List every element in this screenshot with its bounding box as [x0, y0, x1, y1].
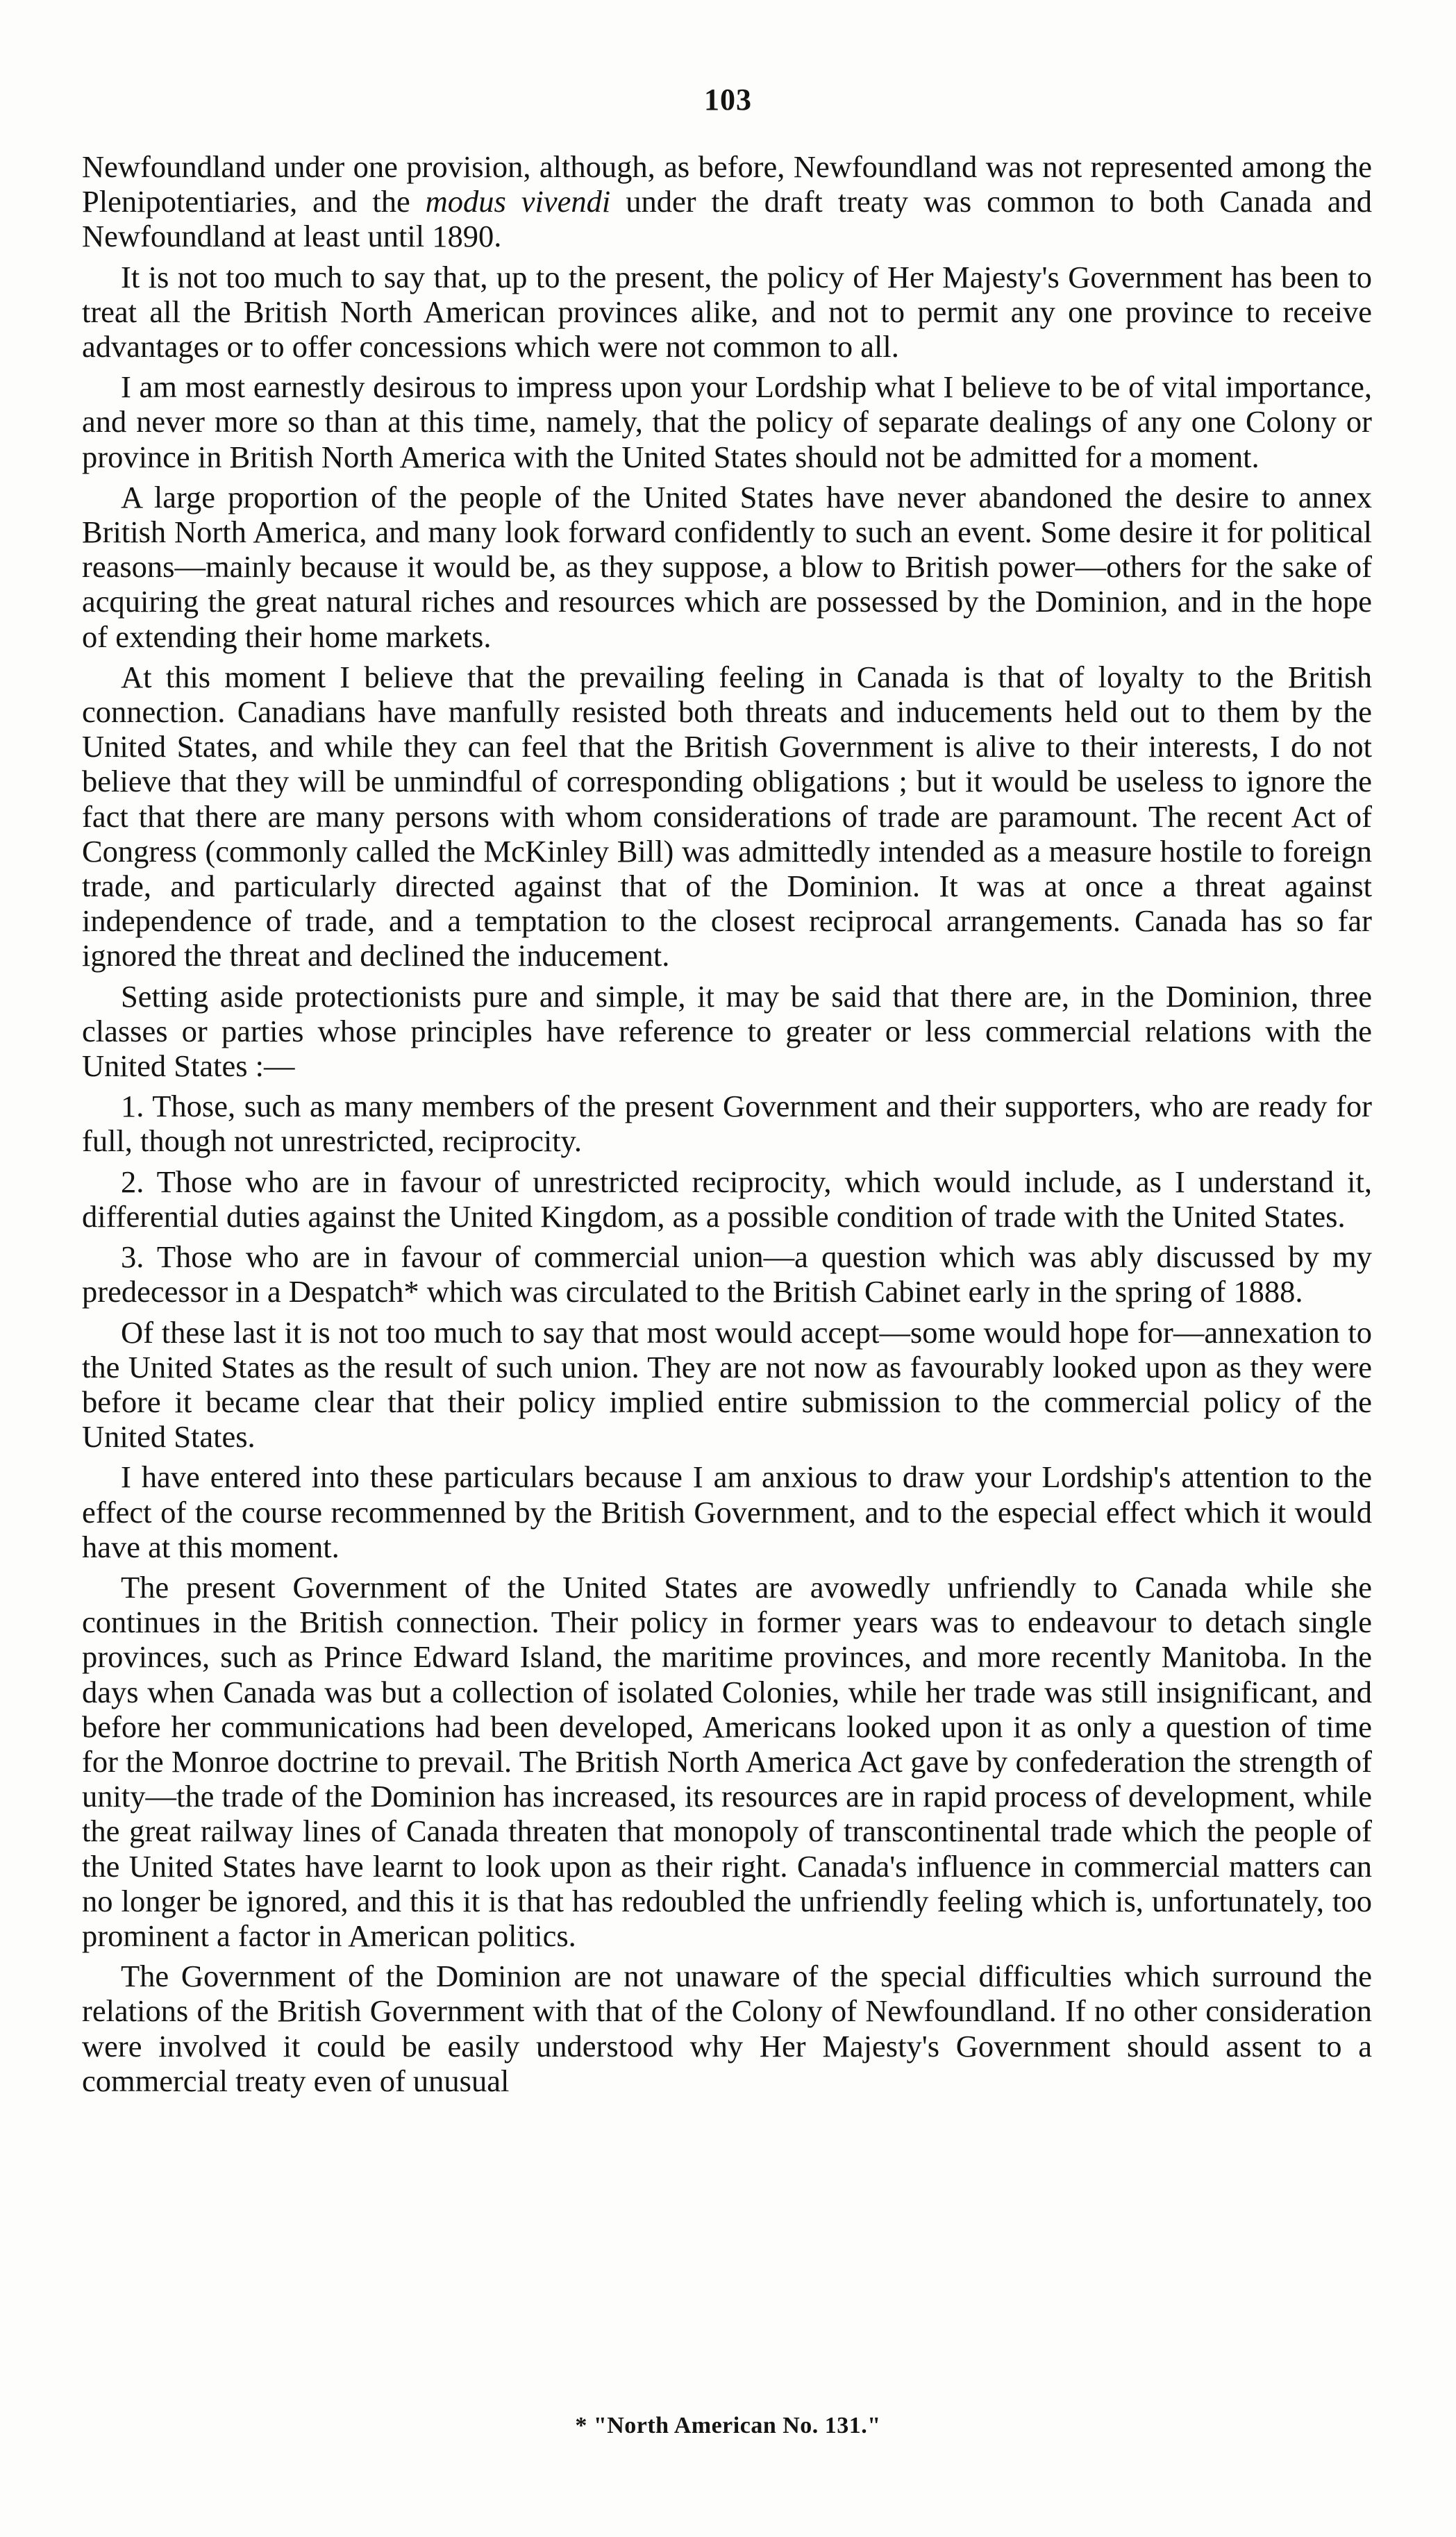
- paragraph-1: [82, 149, 1372, 254]
- modus-vivendi-italic: modus vivendi: [425, 184, 611, 219]
- body-text: [82, 149, 1372, 2104]
- page-number: 103: [704, 83, 752, 117]
- paragraph-1-text-before: Newfoundland under one provision, although, as before, Newfoundland was not represented among the Plenipotentiaries, and the: [82, 149, 1372, 219]
- paragraph-6: Setting aside protectionists pure and simple, it may be said that there are, in the Dominion, three classes or parties whose principles have reference to greater or less commercial relations with the United States :—: [82, 978, 1372, 1084]
- paragraph-10: Of these last it is not too much to say that most would accept—some would hope for—annexation to the United States as the result of such union. They are not now as favourably looked upon as they were before it became clear that their policy implied entire submission to the commercial policy of the United States.: [82, 1314, 1372, 1455]
- paragraph-3: I am most earnestly desirous to impress upon your Lordship what I believe to be of vital importance, and never more so than at this time, namely, that the policy of separate dealings of any one Colony or province in British North America with the United States should not be admitted for a moment.: [82, 369, 1372, 474]
- paragraph-2: It is not too much to say that, up to the present, the policy of Her Majesty's Government has been to treat all the British North American provinces alike, and not to permit any one province to receive advantages or to offer concessions which were not common to all.: [82, 259, 1372, 365]
- paragraph-4: A large proportion of the people of the United States have never abandoned the desire to annex British North America, and many look forward confidently to such an event. Some desire it for political reasons—mainly because it would be, as they suppose, a blow to British power—others for the sake of acquiring the great natural riches and resources which are possessed by the Dominion, and in the hope of extending their home markets.: [82, 479, 1372, 654]
- list-item-1: 1. Those, such as many members of the present Government and their supporters, who are ready for full, though not unrestricted, reciprocity.: [82, 1089, 1372, 1159]
- paragraph-5: At this moment I believe that the prevailing feeling in Canada is that of loyalty to the British connection. Canadians have manfully resisted both threats and inducements held out to them by the United States, and while they can feel that the British Government is alive to their interests, I do not believe that they will be unmindful of corresponding obligations ; but it would be useless to ignore the fact that there are many persons with whom considerations of trade are paramount. The recent Act of Congress (commonly called the McKinley Bill) was admittedly intended as a measure hostile to foreign trade, and particularly directed against that of the Dominion. It was at once a threat against independence of trade, and a temptation to the closest reciprocal arrangements. Canada has so far ignored the threat and declined the inducement.: [82, 659, 1372, 973]
- paragraph-1-text-after: under the draft treaty was common to both Canada and Newfoundland at least until 1890.: [82, 184, 1372, 254]
- paragraph-13: The Government of the Dominion are not unaware of the special difficulties which surround the relations of the British Government with that of the Colony of Newfoundland. If no other consideration were involved it could be easily understood why Her Majesty's Government should assent to a commercial treaty even of unusual: [82, 1959, 1372, 2098]
- paragraph-12: The present Government of the United States are avowedly unfriendly to Canada while she continues in the British connection. Their policy in former years was to endeavour to detach single provinces, such as Prince Edward Island, the maritime provinces, and more recently Manitoba. In the days when Canada was but a collection of isolated Colonies, while her trade was still insignificant, and before her communications had been developed, Americans looked upon it as only a question of time for the Monroe doctrine to prevail. The British North America Act gave by confederation the strength of unity—the trade of the Dominion has increased, its resources are in rapid process of development, while the great railway lines of Canada threaten that monopoly of transcontinental trade which the people of the United States have learnt to look upon as their right. Canada's influence in commercial matters can no longer be ignored, and this it is that has redoubled the unfriendly feeling which is, unfortunately, too prominent a factor in American politics.: [82, 1569, 1372, 1953]
- paragraph-11: I have entered into these particulars because I am anxious to draw your Lordship's attention to the effect of the course recommenned by the British Government, and to the especial effect which it would have at this moment.: [82, 1459, 1372, 1564]
- list-item-2: 2. Those who are in favour of unrestricted reciprocity, which would include, as I understand it, differential duties against the United Kingdom, as a possible condition of trade with the United States.: [82, 1164, 1372, 1234]
- list-item-3: 3. Those who are in favour of commercial union—a question which was ably discussed by my predecessor in a Despatch* which was circulated to the British Cabinet early in the spring of 1888.: [82, 1239, 1372, 1309]
- footnote: * "North American No. 131.": [575, 2413, 881, 2438]
